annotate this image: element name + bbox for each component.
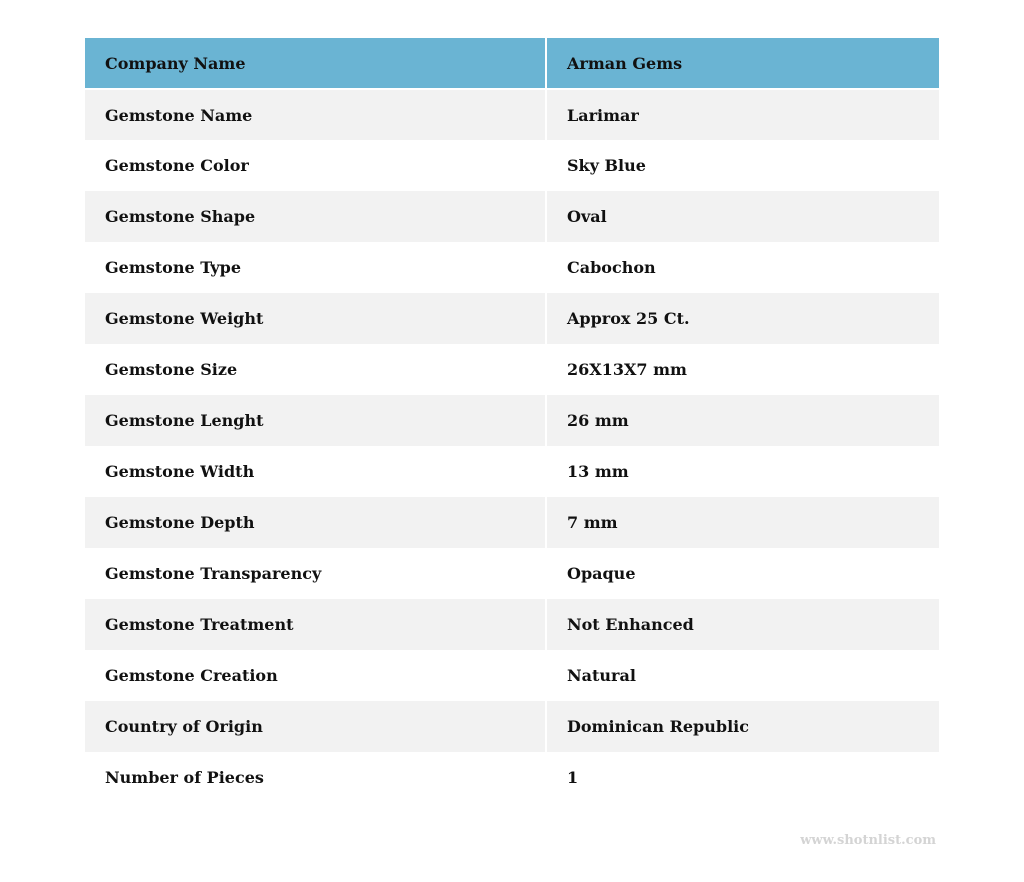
row-value: 13 mm <box>546 446 939 497</box>
header-label: Company Name <box>85 38 546 89</box>
table-row <box>85 344 939 395</box>
row-label: Gemstone Name <box>85 89 546 140</box>
gemstone-spec-table <box>85 38 939 803</box>
row-value: 1 <box>546 752 939 803</box>
table-row <box>85 89 939 140</box>
row-value: Oval <box>546 191 939 242</box>
row-value: Opaque <box>546 548 939 599</box>
table-row <box>85 701 939 752</box>
table-header-row <box>85 38 939 89</box>
row-label: Gemstone Color <box>85 140 546 191</box>
header-value: Arman Gems <box>546 38 939 89</box>
row-label: Gemstone Creation <box>85 650 546 701</box>
table-row <box>85 548 939 599</box>
row-label: Gemstone Treatment <box>85 599 546 650</box>
table-row <box>85 497 939 548</box>
row-label: Gemstone Transparency <box>85 548 546 599</box>
row-value: Natural <box>546 650 939 701</box>
table-row <box>85 599 939 650</box>
row-label: Gemstone Type <box>85 242 546 293</box>
row-value: Dominican Republic <box>546 701 939 752</box>
row-label: Gemstone Weight <box>85 293 546 344</box>
row-value: Cabochon <box>546 242 939 293</box>
row-label: Number of Pieces <box>85 752 546 803</box>
watermark-text: www.shotnlist.com <box>800 833 936 848</box>
table-row <box>85 293 939 344</box>
row-value: Larimar <box>546 89 939 140</box>
table-row <box>85 191 939 242</box>
row-value: Sky Blue <box>546 140 939 191</box>
row-value: 7 mm <box>546 497 939 548</box>
table-row <box>85 395 939 446</box>
row-value: 26X13X7 mm <box>546 344 939 395</box>
table-row <box>85 650 939 701</box>
table-row <box>85 140 939 191</box>
row-label: Country of Origin <box>85 701 546 752</box>
row-value: 26 mm <box>546 395 939 446</box>
table-row <box>85 752 939 803</box>
row-value: Not Enhanced <box>546 599 939 650</box>
row-label: Gemstone Depth <box>85 497 546 548</box>
row-label: Gemstone Shape <box>85 191 546 242</box>
table-row <box>85 242 939 293</box>
row-label: Gemstone Lenght <box>85 395 546 446</box>
row-value: Approx 25 Ct. <box>546 293 939 344</box>
row-label: Gemstone Width <box>85 446 546 497</box>
table-row <box>85 446 939 497</box>
row-label: Gemstone Size <box>85 344 546 395</box>
